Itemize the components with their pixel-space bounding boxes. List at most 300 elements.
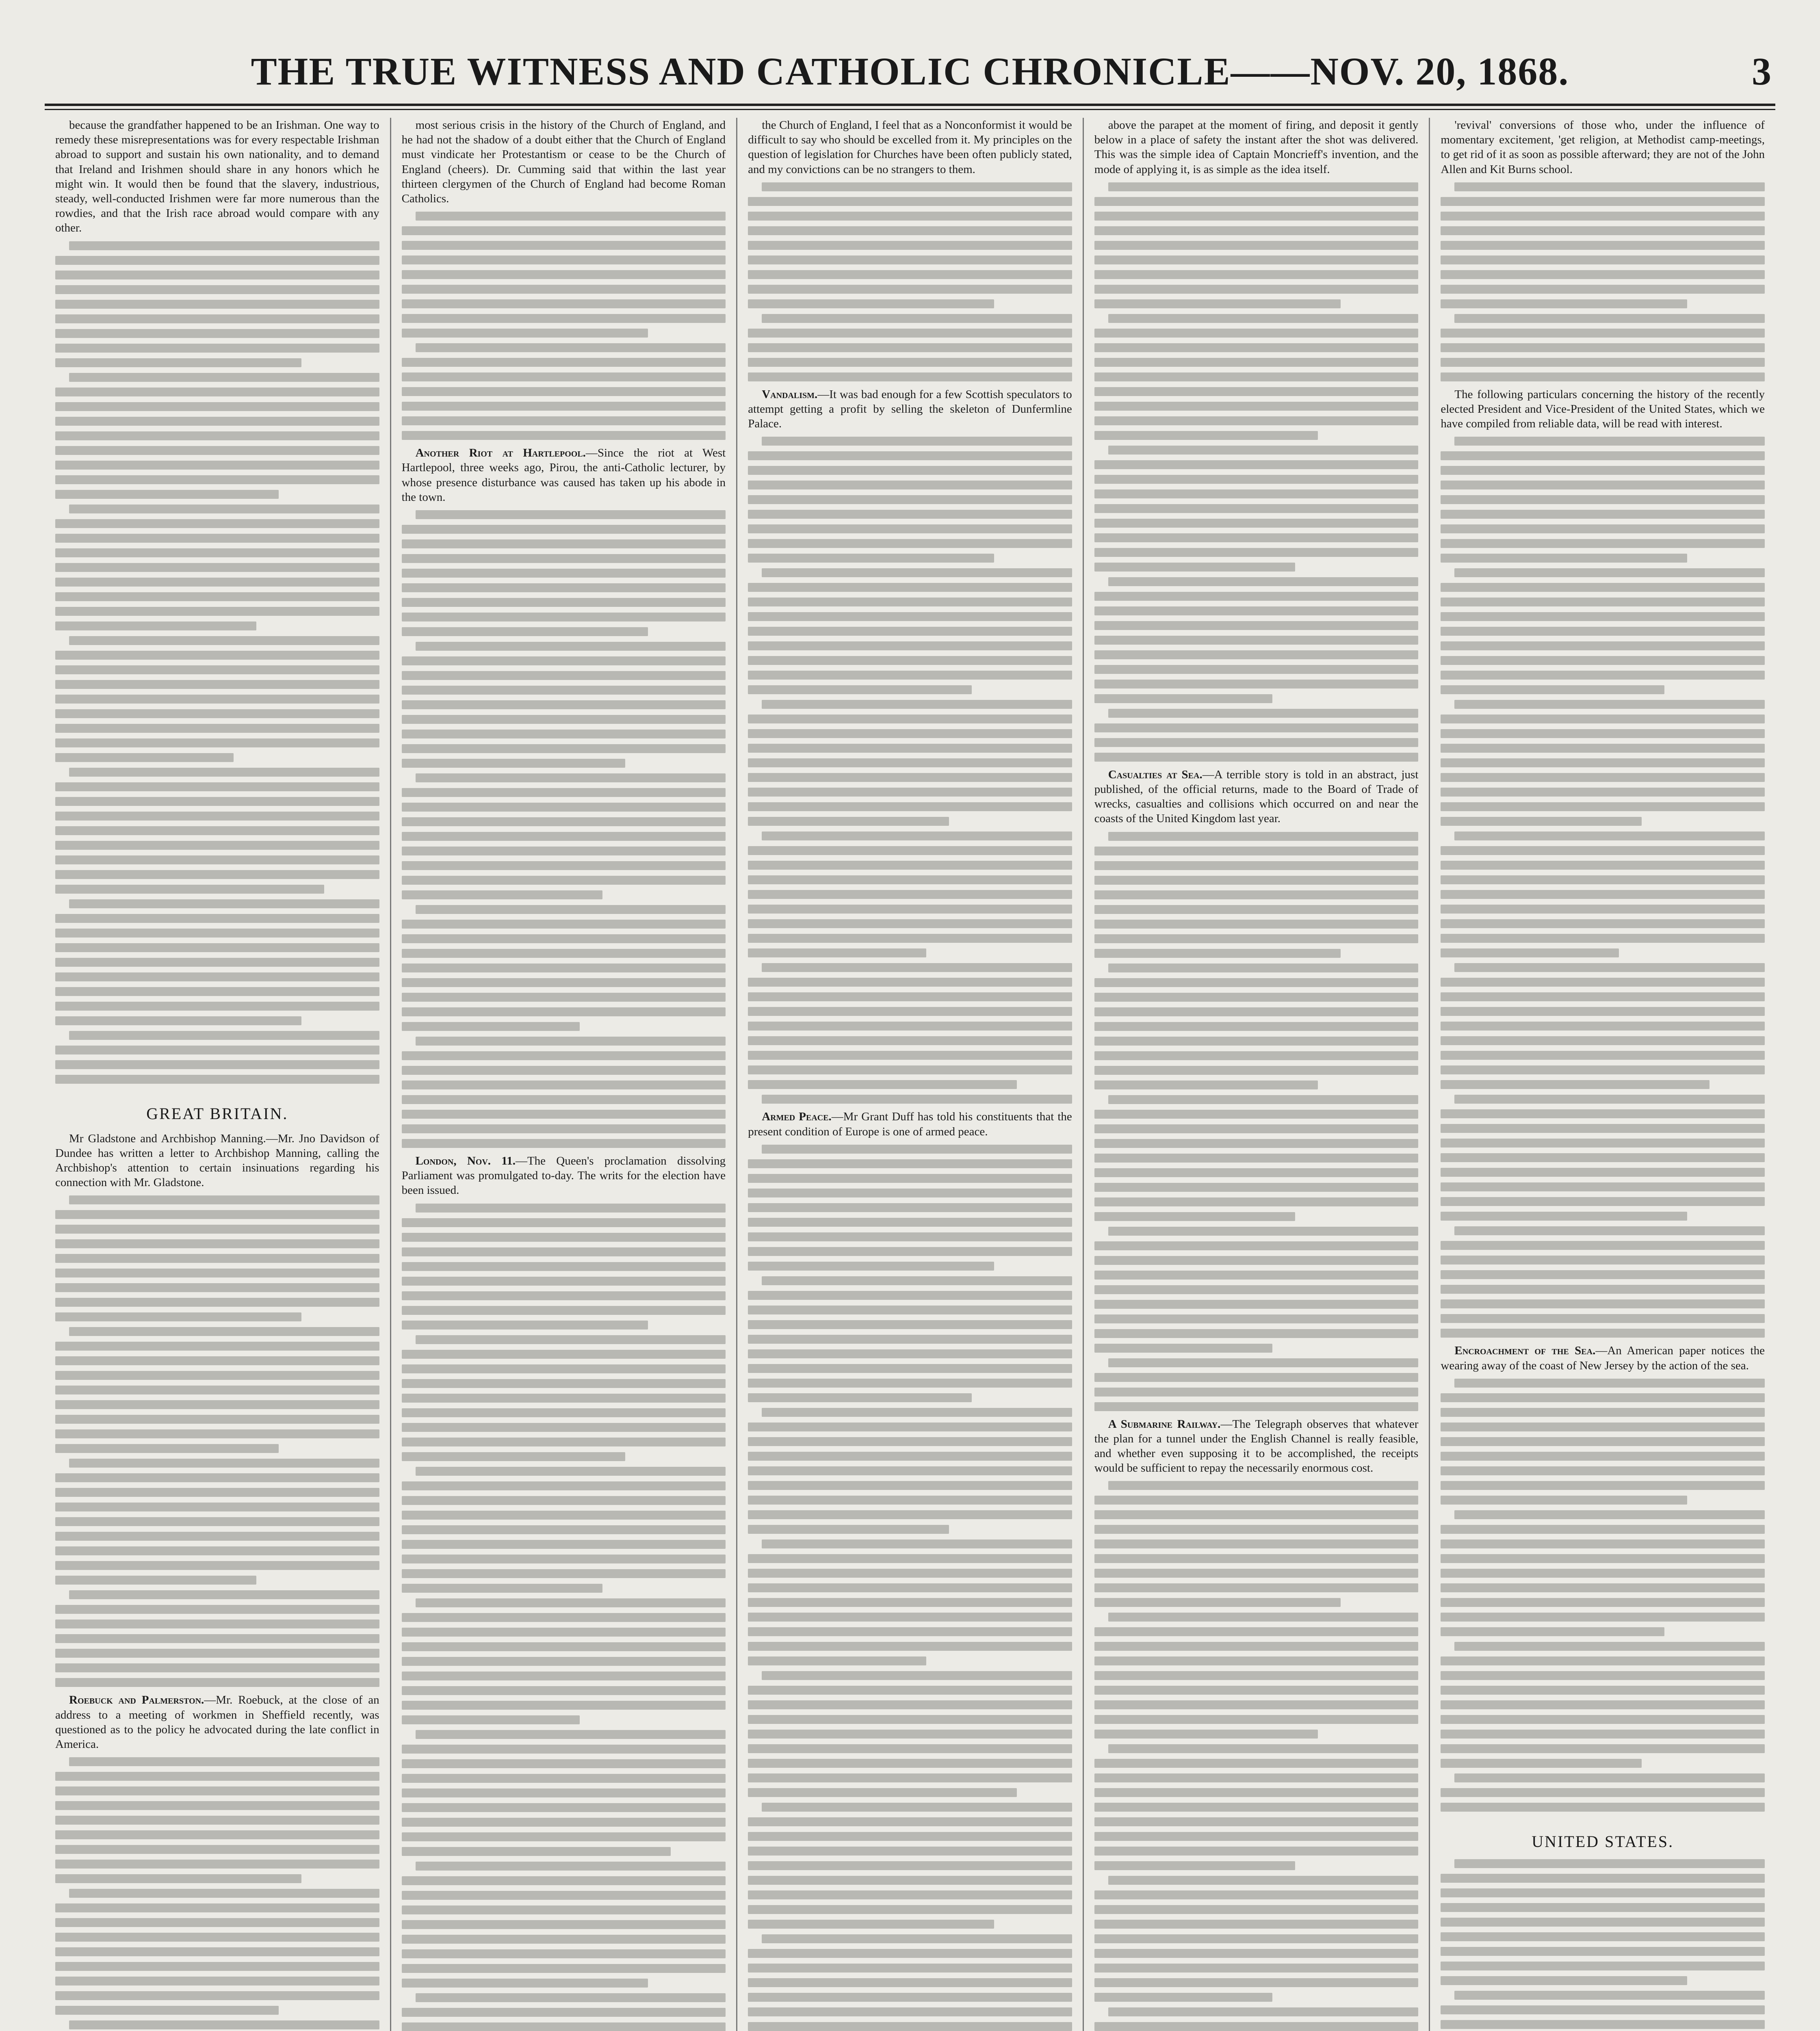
text-line [402,1452,625,1461]
text-line [1441,1423,1765,1431]
text-line [1094,1256,1419,1265]
text-line [1441,554,1687,563]
text-line [402,1555,726,1563]
text-line [748,1051,1072,1060]
text-line [416,1862,726,1871]
text-line [1441,481,1765,489]
text-line [69,768,379,777]
text-line [748,510,1072,519]
text-line [55,592,379,601]
text-line [55,1903,379,1912]
text-line [55,1283,379,1292]
text-line [748,343,1072,352]
text-line [402,1788,726,1797]
text-line [55,1444,279,1453]
text-line [402,1774,726,1783]
text-line [402,1291,726,1300]
text-line [748,1598,1072,1607]
text-line [402,788,726,797]
text-line [69,1327,379,1336]
text-line [748,1452,1072,1461]
text-line [762,182,1072,191]
text-line [402,1110,726,1119]
article-text: The following particulars concerning the history of the recently elected President and Vice-President of the United States, which we have compiled from reliable data, will be read with interest. [1441,388,1765,431]
text-line [1441,1598,1765,1607]
text-line [748,817,949,826]
text-line [1094,650,1419,659]
text-line [748,1847,1072,1856]
text-line [402,1095,726,1104]
text-line [1094,978,1419,987]
text-line [748,1832,1072,1841]
text-line [1094,592,1419,601]
text-line [1454,437,1765,446]
text-line [55,1371,379,1380]
text-line [748,299,994,308]
text-line [1441,226,1765,235]
text-line [748,358,1072,367]
text-line [55,1060,379,1069]
text-line [1094,890,1419,899]
text-line [1441,1686,1765,1695]
masthead [0,49,1820,110]
text-line [402,1364,726,1373]
text-line [1094,1788,1419,1797]
text-line [748,554,994,563]
article-text [402,1154,726,1198]
text-line [402,1233,726,1242]
text-line [748,481,1072,489]
text-line [1094,621,1419,630]
text-line [55,1816,379,1825]
text-line [55,1254,379,1263]
text-line [1094,1920,1419,1929]
text-line [55,1046,379,1054]
text-line [1094,387,1419,396]
text-line [748,241,1072,250]
text-line [748,758,1072,767]
text-line [748,524,1072,533]
text-line [1441,1080,1710,1089]
article-text [55,1693,379,1752]
text-line [1094,1949,1419,1958]
text-line [1441,270,1765,279]
text-line [1441,1874,1765,1883]
text-line [1441,758,1765,767]
text-line [55,388,379,396]
text-line [55,841,379,850]
text-line [1441,1036,1765,1045]
text-line [1441,212,1765,221]
text-line [1441,1329,1765,1338]
text-line [1094,738,1419,747]
text-line [1441,773,1765,782]
text-line [1108,1876,1419,1885]
text-line [55,914,379,923]
article-text-cont: —Mr. Roebuck, at the close of an address to a meeting of workmen in Sheffield recently, was questioned as to the policy he advocated during the late conflict in America. [55,1693,379,1751]
text-line [69,636,379,645]
text-line [402,1139,726,1148]
article-text: Mr Gladstone and Archbishop Manning.—Mr. Jno Davidson of Dundee has written a letter to Archbishop Manning, calling the Archbishop's attention to certain insinuations regarding his connection with Mr. Gladstone. [55,1132,379,1189]
text-line [1441,510,1765,519]
text-line [55,695,379,704]
text-line [1094,533,1419,542]
text-line [1094,1905,1419,1914]
text-line [402,1379,726,1388]
text-line [1094,1861,1296,1870]
text-line [402,876,726,885]
text-line [402,1350,726,1359]
text-line [748,1861,1072,1870]
text-line [402,847,726,855]
text-line [1441,685,1664,694]
text-line [748,1656,926,1665]
text-line [1441,846,1765,855]
newspaper-columns [45,118,1775,2031]
text-line [402,1803,726,1812]
text-line [55,358,301,367]
text-line [402,1525,726,1534]
text-line [1094,1197,1419,1206]
text-line [1441,978,1765,987]
text-line [1094,1583,1419,1592]
text-line [402,671,726,680]
text-line [748,1423,1072,1431]
text-line [402,416,726,425]
article-runin: London, Nov. 11. [415,1154,516,1168]
text-line [1454,700,1765,709]
text-line [55,271,379,279]
text-line [748,1964,1072,1973]
text-line [748,1525,949,1534]
text-line [1094,1847,1419,1856]
text-line [69,899,379,908]
page-number: 3 [1752,50,1771,93]
text-line [748,1510,1072,1519]
article-text-cont: —An American paper notices the wearing away of the coast of New Jersey by the action of the sea. [1441,1344,1765,1372]
section-heading-great-britain: GREAT BRITAIN. [146,1104,288,1123]
text-line [1094,606,1419,615]
text-line [402,1657,726,1666]
text-line [1108,1613,1419,1622]
text-line [1441,919,1765,928]
text-line [1094,1285,1419,1294]
text-line [1094,299,1341,308]
text-line [402,1511,726,1520]
text-line [748,1036,1072,1045]
text-line [416,905,726,914]
text-line [1108,832,1419,841]
text-line [55,1991,379,2000]
text-line [416,1037,726,1046]
text-line [1441,1466,1765,1475]
text-line [402,1481,726,1490]
text-line [748,226,1072,235]
body-text-lines [1441,1859,1765,2031]
text-line [1094,270,1419,279]
text-line [402,525,726,534]
text-line [402,715,726,724]
text-line [55,1400,379,1409]
text-line [402,964,726,972]
text-line [402,431,726,440]
text-line [55,1210,379,1219]
text-line [748,846,1072,855]
text-line [55,300,379,309]
text-line [55,1918,379,1927]
text-line [1094,694,1273,703]
body-text-lines [1094,1481,1419,2031]
text-line [402,1949,726,1958]
text-line [402,1964,726,1973]
text-line [55,738,379,747]
text-line [1094,255,1419,264]
article-text [1441,1343,1765,1373]
text-line [1441,802,1765,811]
text-line [55,855,379,864]
text-line [402,387,726,396]
text-line [1441,1496,1687,1505]
text-line [402,861,726,870]
text-line [1094,489,1419,498]
text-line [55,417,379,426]
text-line [402,1321,648,1329]
text-line [402,1496,726,1505]
text-line [55,1678,379,1687]
text-line [1441,1212,1687,1221]
text-line [1441,1437,1765,1446]
text-line [416,1335,726,1344]
text-line [1441,1671,1765,1680]
text-line [748,1554,1072,1563]
text-line [402,1701,726,1710]
text-line [748,1905,1072,1914]
text-line [748,978,1072,987]
text-line [416,1730,726,1739]
text-line [402,1569,726,1578]
text-line [1094,329,1419,338]
text-line [1094,285,1419,294]
text-line [55,1356,379,1365]
text-line [402,539,726,548]
text-line [402,329,648,338]
text-line [55,987,379,996]
text-line [402,1715,580,1724]
text-line [1094,402,1419,411]
text-line [55,329,379,338]
text-line [1094,460,1419,469]
text-line [402,270,726,279]
text-line [55,929,379,938]
text-line [1441,890,1765,899]
text-line [55,782,379,791]
text-line [55,402,379,411]
text-line [1094,1817,1419,1826]
text-line [55,943,379,952]
text-line [748,1481,1072,1490]
text-line [55,519,379,528]
article-text [402,446,726,505]
text-line [748,861,1072,870]
text-line [402,700,726,709]
text-line [55,1429,379,1438]
text-line [55,1415,379,1424]
text-line [402,817,726,826]
text-line [1094,1671,1419,1680]
text-line [55,972,379,981]
text-line [402,1066,726,1075]
article-text: because the grandfather happened to be an Irishman. One way to remedy these misrepresentations was for every respectable Irishman abroad to support and sustain his own nationality, and to demand that Ireland and Irishmen should share in any honors which he might win. It would then be found that the slavery, industrious, steady, well-conducted Irishmen were far more numerous than the rowdies, and that the Irish race abroad would compare with any other. [55,119,379,235]
text-line [55,1947,379,1956]
text-line [416,642,726,651]
text-line [1094,1773,1419,1782]
text-line [402,1218,726,1227]
body-text-lines [1441,1379,1765,1812]
text-line [1441,1788,1765,1797]
text-line [1094,358,1419,367]
text-line [1441,1197,1765,1206]
body-text-lines [402,510,726,1148]
text-line [748,197,1072,206]
text-line [1094,1080,1318,1089]
text-line [402,1423,726,1432]
text-line [1441,2020,1765,2029]
text-line [748,1232,1072,1241]
text-line [748,1065,1072,1074]
text-line [55,1386,379,1394]
text-line [748,1627,1072,1636]
text-line [55,1634,379,1643]
text-line [1441,466,1765,475]
body-text-lines [1094,182,1419,762]
text-line [55,1845,379,1854]
text-line [1094,2022,1419,2031]
body-text-lines [748,182,1072,381]
text-line [1094,905,1419,914]
text-line [1094,1168,1419,1177]
text-line [762,314,1072,323]
text-line [402,890,603,899]
text-line [1441,1730,1765,1739]
text-line [1094,1139,1419,1148]
text-line [55,1977,379,1986]
text-line [55,709,379,718]
text-line [55,1342,379,1351]
text-line [55,1860,379,1869]
text-line [762,1095,1072,1104]
article-text [1094,1417,1419,1476]
text-line [1441,1903,1765,1912]
text-line [748,2022,1072,2031]
text-line [55,1786,379,1795]
text-line [1441,1007,1765,1016]
text-line [55,870,379,879]
article-runin: Roebuck and Palmerston. [69,1693,204,1707]
text-line [1108,709,1419,718]
text-line [402,627,648,636]
text-line [1094,1241,1419,1250]
article-runin: Another Riot at Hartlepool. [415,446,586,460]
text-line [762,1145,1072,1154]
text-line [1108,2007,1419,2016]
text-line [69,241,379,250]
text-line [748,2007,1072,2016]
text-line [402,402,726,411]
text-line [402,1584,603,1593]
text-line [402,299,726,308]
text-line [1094,665,1419,674]
text-line [402,241,726,250]
text-line [1094,1686,1419,1695]
text-line [55,651,379,660]
text-line [748,1744,1072,1753]
text-line [55,446,379,455]
text-line [1441,1539,1765,1548]
text-line [1441,1139,1765,1148]
text-line [1454,1642,1765,1651]
text-line [55,314,379,323]
text-line [1094,212,1419,221]
text-line [748,715,1072,723]
text-line [748,1569,1072,1578]
text-line [55,885,324,894]
text-line [1441,1299,1765,1308]
text-line [69,1195,379,1204]
text-line [1454,1991,1765,2000]
text-line [1441,1627,1664,1636]
text-line [416,1467,726,1476]
text-line [402,372,726,381]
text-line [1454,568,1765,577]
text-line [1441,641,1765,650]
text-line [748,466,1072,475]
text-line [748,1335,1072,1344]
newspaper-title: THE TRUE WITNESS AND CATHOLIC CHRONICLE——NOV. 20, 1868. [251,50,1569,93]
text-line [402,934,726,943]
text-line [1441,1583,1765,1592]
text-line [1454,1379,1765,1388]
text-line [748,270,1072,279]
text-line [69,505,379,513]
text-line [1441,992,1765,1001]
text-line [1441,255,1765,264]
text-line [1454,182,1765,191]
text-line [416,1993,726,2002]
text-line [748,744,1072,753]
text-line [55,490,279,499]
text-line [762,568,1072,577]
text-line [762,1408,1072,1417]
text-line [748,1262,994,1271]
article-text: above the parapet at the moment of firing, and deposit it gently below in a place of safety the instant after the shot was delivered. This was the simple idea of Captain Moncrieff's invention, and the mode of applying it, is as simple as the idea itself. [1094,119,1419,176]
text-line [1441,744,1765,753]
article-text: 'revival' conversions of those who, under the influence of momentary excitement, 'get religion, at Methodist camp-meetings, to get rid of it as soon as possible afterward; they are not of the John Allen and Kit Burns school. [1441,119,1765,176]
text-line [1454,1226,1765,1235]
text-line [55,1312,301,1321]
text-line [762,700,1072,709]
text-line [1441,788,1765,797]
text-line [762,437,1072,446]
text-line [1094,197,1419,206]
text-line [1441,1656,1765,1665]
text-line [1094,636,1419,645]
text-line [1454,314,1765,323]
text-line [402,554,726,563]
text-line [1441,1022,1765,1031]
text-line [1094,1642,1419,1651]
text-line [1441,861,1765,870]
text-line [402,744,726,753]
